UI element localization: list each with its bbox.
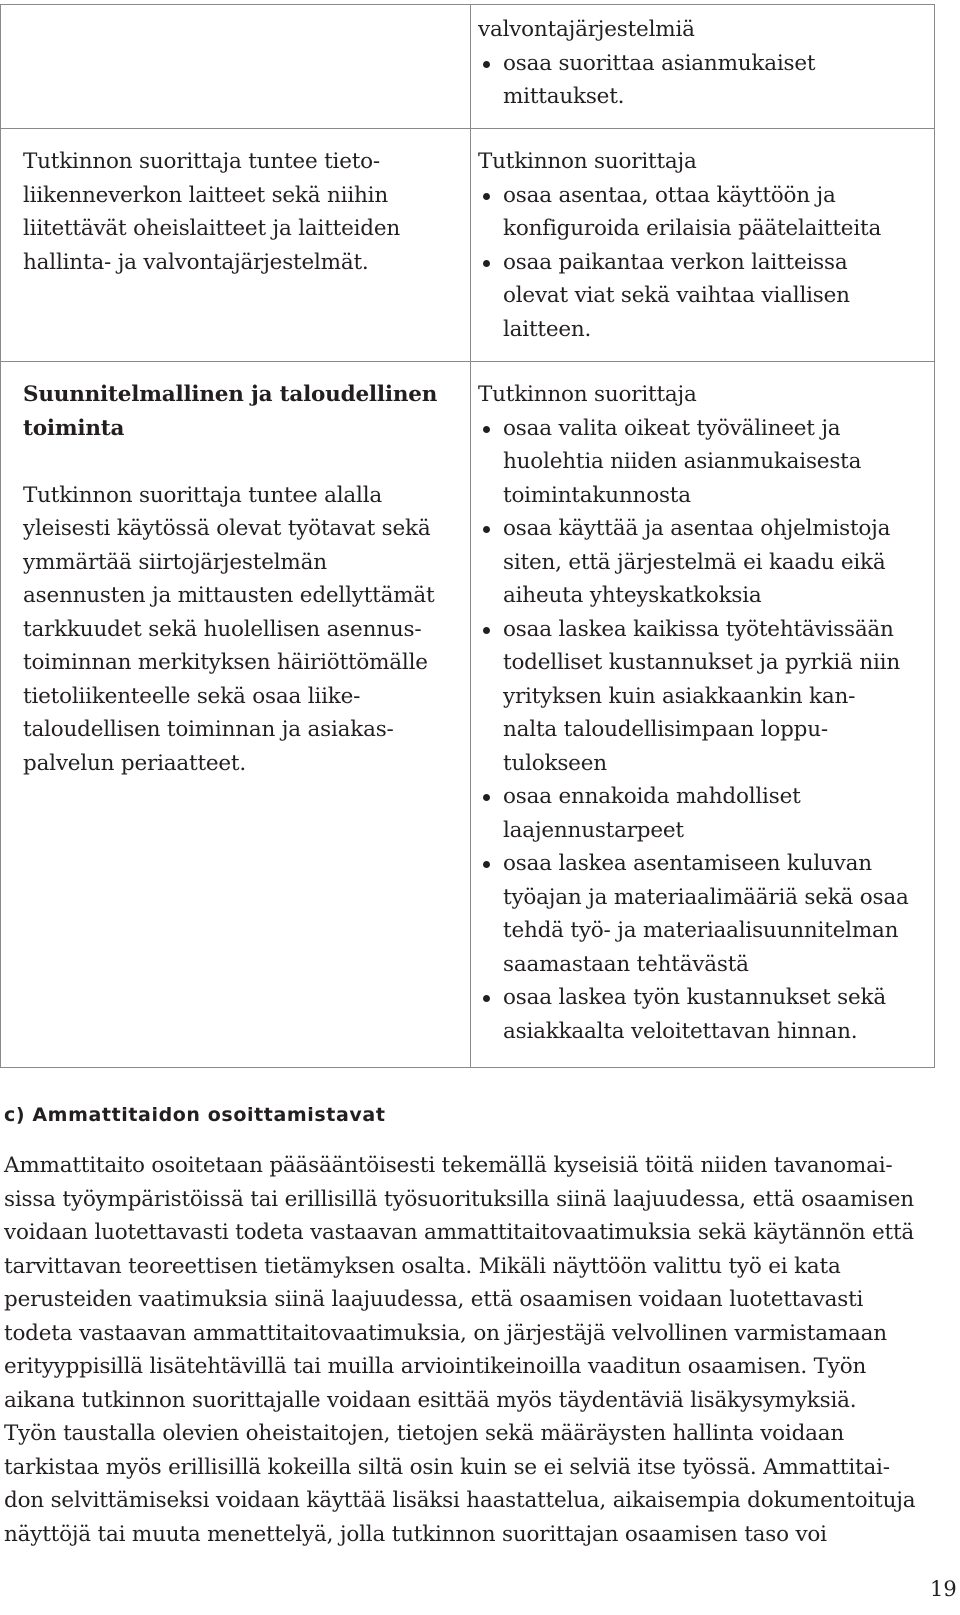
cell-line: liikenneverkon laitteet sekä niihin (23, 182, 388, 208)
body-line: tarvittavan teoreettisen tietämyksen osalta. Mikäli näyttöön valittu työ ei kata (4, 1253, 841, 1279)
bullet-item: osaa paikantaa verkon laitteissa olevat viat sekä vaihtaa viallisen laitteen. (478, 246, 928, 347)
bullet-item: osaa laskea asentamiseen kuluvan työajan ja materiaalimääriä sekä osaa tehdä työ- ja materiaalisuunnitelman saamastaan tehtävästä (478, 847, 928, 981)
body-line: Työn taustalla olevien oheistaitojen, tietojen sekä määräysten hallinta voidaan (4, 1421, 845, 1446)
row3-left-cell (23, 378, 463, 780)
body-line: tarkistaa myös erillisillä kokeilla siltä osin kuin se ei selviä itse työssä. Ammattitai- (4, 1454, 890, 1480)
section-body (4, 1149, 944, 1551)
cell-line: taloudellisen toiminnan ja asiakas- (23, 717, 394, 742)
body-line: sissa työympäristöissä tai erillisillä työsuorituksilla siinä laajuudessa, että osaamisen (4, 1186, 914, 1212)
bullet-item: osaa laskea kaikissa työtehtävissään todelliset kustannukset ja pyrkiä niin yrityksen kuin asiakkaankin kan- nalta taloudellisimpaan loppu- tulokseen (478, 613, 928, 781)
cell-line: ymmärtää siirtojärjestelmän (23, 549, 327, 575)
row3-right-cell (478, 378, 928, 1048)
competence-table (0, 4, 935, 1068)
row1-right-cell (478, 13, 928, 114)
body-line: Ammattitaito osoitetaan pääsääntöisesti tekemällä kyseisiä töitä niiden tavanomai- (4, 1153, 893, 1178)
column-divider (470, 5, 471, 1067)
page-number: 19 (930, 1577, 957, 1601)
body-line: don selvittämiseksi voidaan käyttää lisäksi haastattelua, aikaisempia dokumentoituja (4, 1488, 916, 1513)
bullet-item: osaa asentaa, ottaa käyttöön ja konfiguroida erilaisia päätelaitteita (478, 179, 928, 246)
cell-heading: toiminta (23, 415, 125, 441)
cell-line: liitettävät oheislaitteet ja laitteiden (23, 216, 401, 241)
bullet-item: osaa käyttää ja asentaa ohjelmistoja siten, että järjestelmä ei kaadu eikä aiheuta yhteyskatkoksia (478, 512, 928, 613)
row2-left-cell (23, 145, 463, 279)
cell-line: Tutkinnon suorittaja tuntee alalla (23, 482, 382, 508)
cell-line: asennusten ja mittausten edellyttämät (23, 583, 435, 608)
body-line: perusteiden vaatimuksia siinä laajuudessa, että osaamisen voidaan luotettavasti (4, 1287, 864, 1312)
bullet-item: osaa suorittaa asianmukaiset mittaukset. (478, 47, 928, 114)
section-title: c) Ammattitaidon osoittamistavat (4, 1104, 386, 1126)
cell-line: yleisesti käytössä olevat työtavat sekä (23, 516, 431, 541)
body-line: todeta vastaavan ammattitaitovaatimuksia, on järjestäjä velvollinen varmistamaan (4, 1320, 887, 1346)
bullet-item: osaa ennakoida mahdolliset laajennustarpeet (478, 780, 928, 847)
cell-line: Tutkinnon suorittaja tuntee tieto- (23, 149, 380, 174)
bullet-item: osaa valita oikeat työvälineet ja huolehtia niiden asianmukaisesta toimintakunnosta (478, 412, 928, 513)
body-line: näyttöjä tai muuta menettelyä, jolla tutkinnon suorittajan osaamisen taso voi (4, 1521, 827, 1547)
cell-line: valvontajärjestelmiä (478, 17, 695, 42)
bullet-item: osaa laskea työn kustannukset sekä asiakkaalta veloitettavan hinnan. (478, 981, 928, 1048)
cell-line: hallinta- ja valvontajärjestelmät. (23, 249, 369, 275)
row-divider (1, 128, 934, 129)
cell-line: tarkkuudet sekä huolellisen asennus- (23, 616, 422, 642)
cell-line: tietoliikenteelle sekä osaa liike- (23, 683, 361, 709)
row-divider (1, 361, 934, 362)
cell-intro: Tutkinnon suorittaja (478, 382, 697, 407)
cell-intro: Tutkinnon suorittaja (478, 149, 697, 174)
body-line: aikana tutkinnon suorittajalle voidaan esittää myös täydentäviä lisäkysymyksiä. (4, 1387, 857, 1413)
body-line: voidaan luotettavasti todeta vastaavan ammattitaitovaatimuksia sekä käytännön että (4, 1220, 915, 1245)
cell-line: toiminnan merkityksen häiriöttömälle (23, 650, 428, 675)
body-line: erityyppisillä lisätehtävillä tai muilla arviointikeinoilla vaaditun osaamisen. Työn (4, 1354, 867, 1379)
row2-right-cell (478, 145, 928, 346)
spacer (23, 445, 463, 479)
cell-line: palvelun periaatteet. (23, 750, 247, 776)
cell-heading: Suunnitelmallinen ja taloudellinen (23, 382, 438, 407)
